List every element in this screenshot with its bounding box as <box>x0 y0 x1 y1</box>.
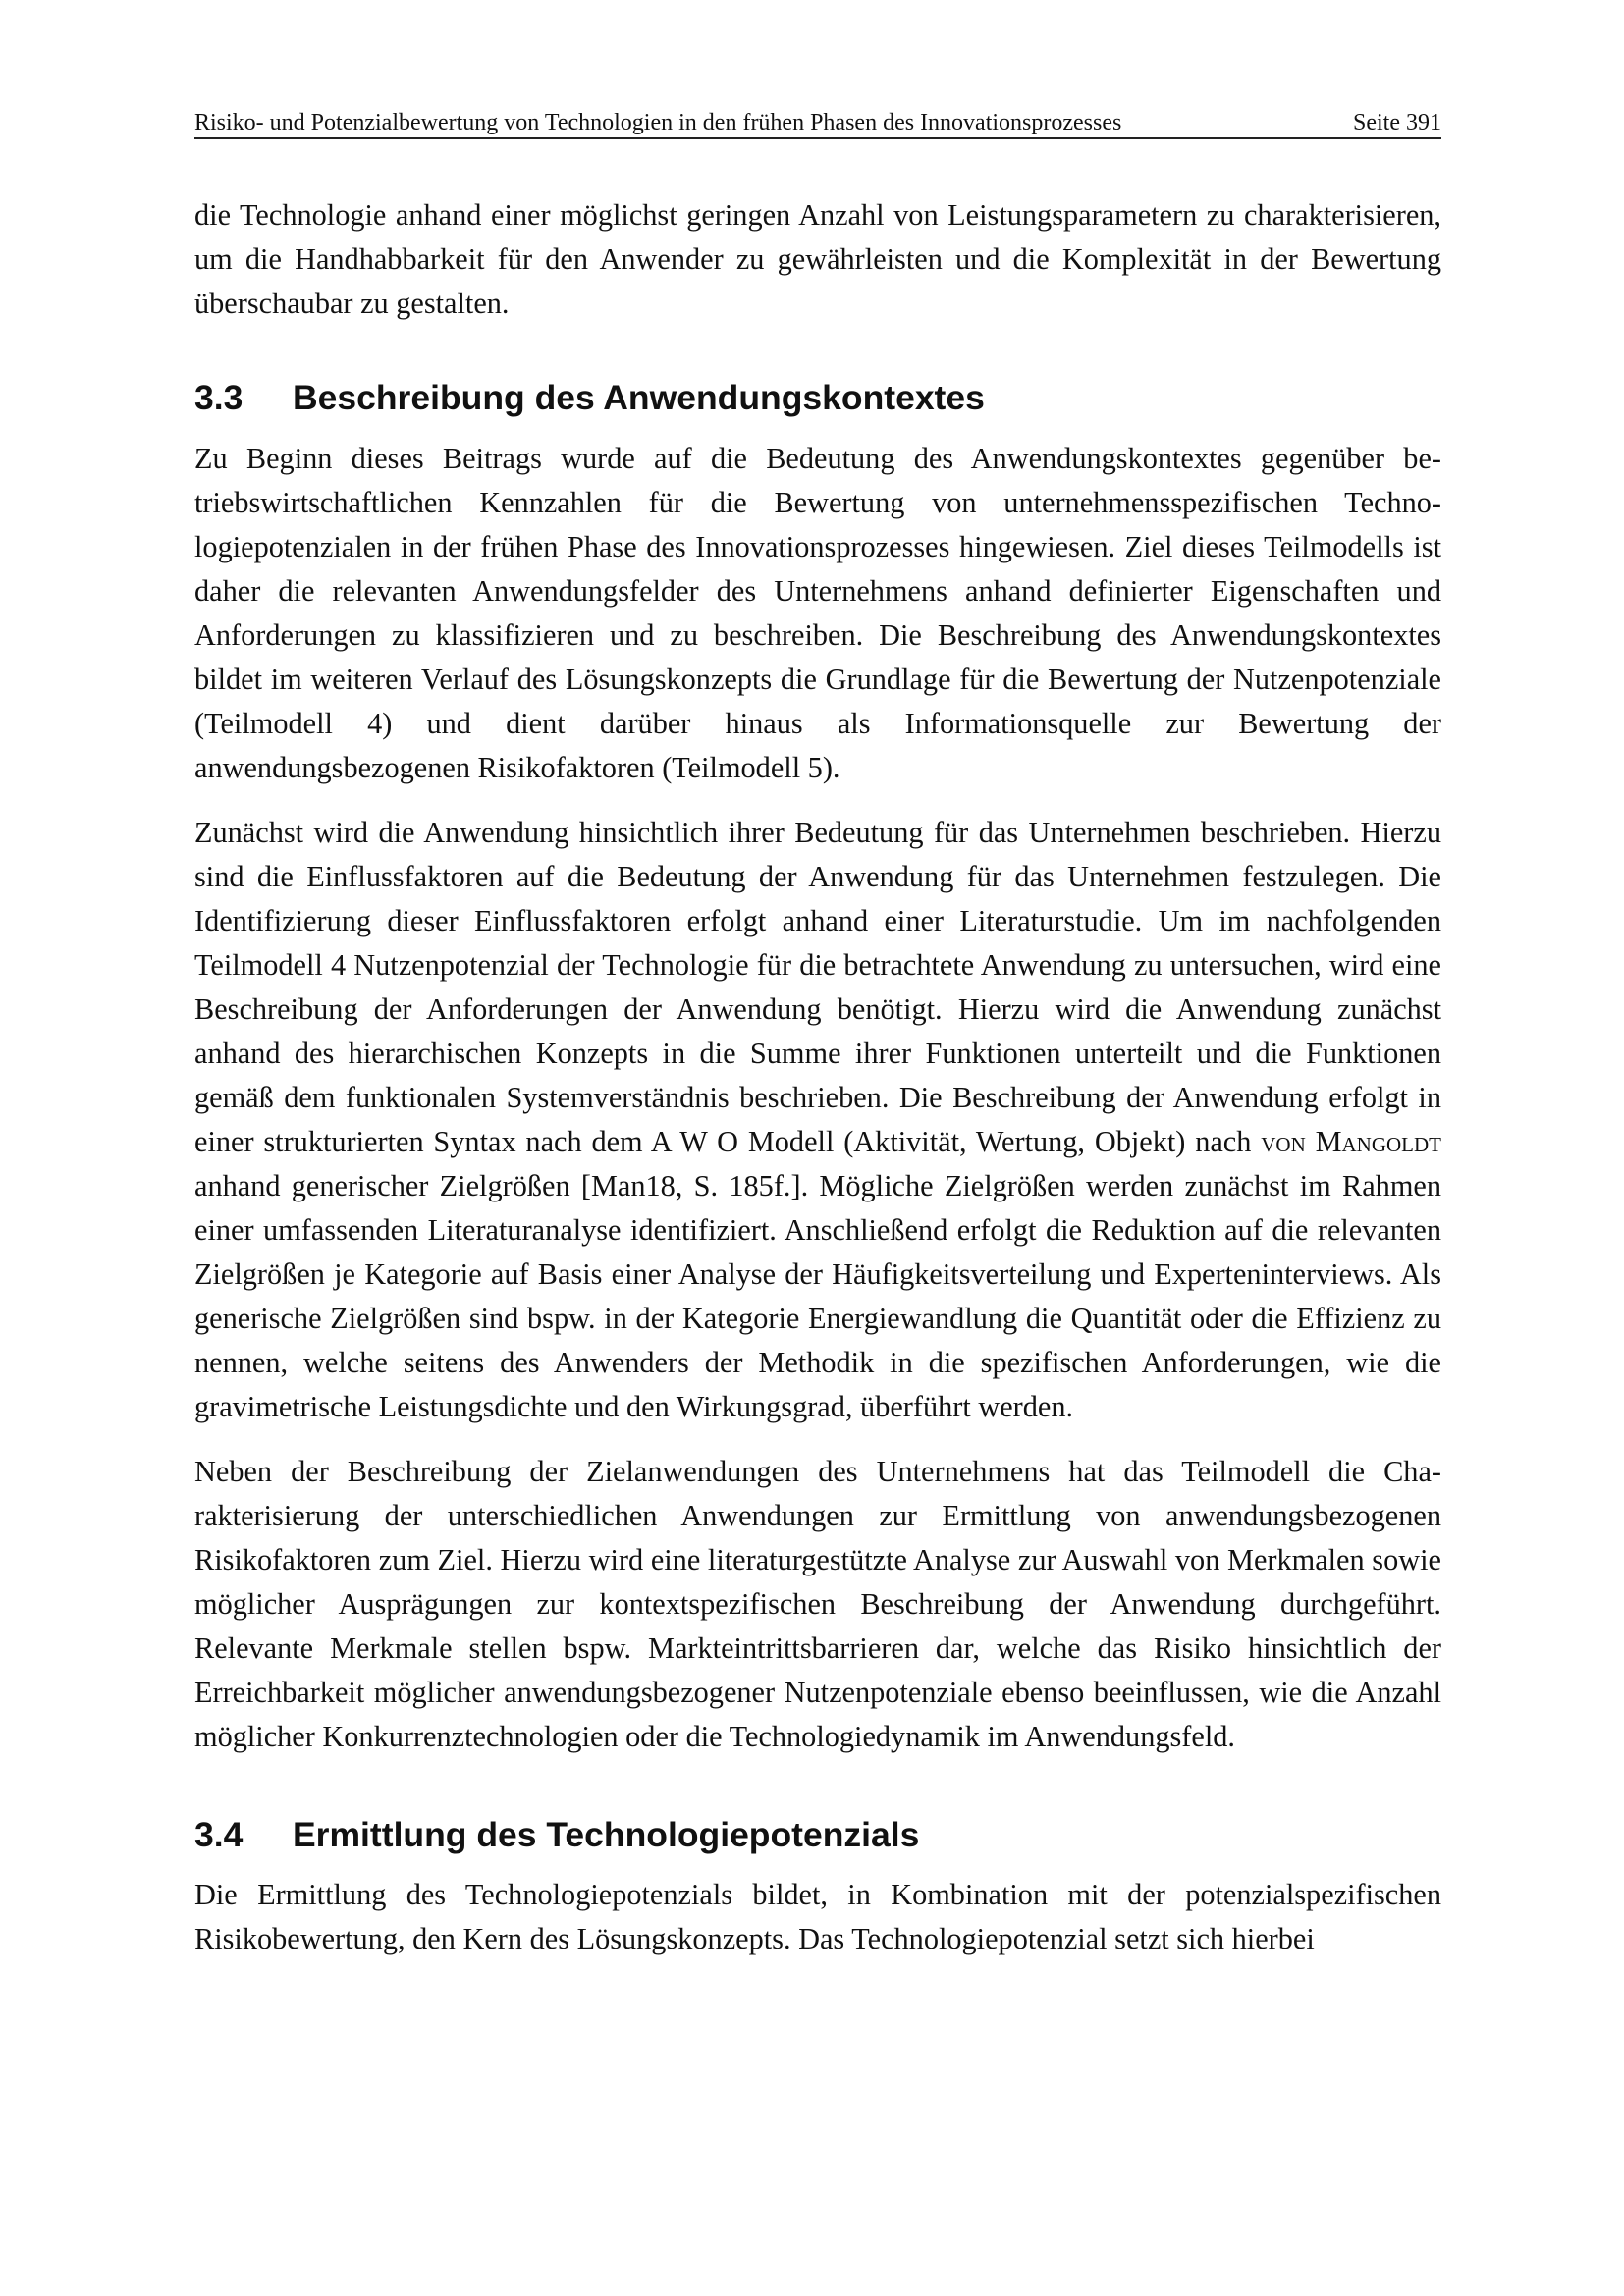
running-header-title: Risiko- und Potenzialbewertung von Technologien in den frühen Phasen des Innovationsprozesses <box>194 110 1122 135</box>
section-title: Beschreibung des Anwendungskontextes <box>293 378 985 417</box>
section-number: 3.4 <box>194 1815 244 1854</box>
paragraph <box>194 811 1441 1429</box>
section-number: 3.3 <box>194 378 244 417</box>
section-heading-3-3 <box>194 376 1441 419</box>
paragraph-text: anhand generischer Zielgrößen [Man18, S. 185f.]. Mögliche Zielgrößen werden zunächst im Rahmen einer umfassenden Literaturanalyse identifiziert. Anschließend erfolgt die Reduktion auf die relevanten Zielgrößen je Kategorie auf Basis einer Analyse der Häufigkeitsverteilung und Experteninterviews. Als generische Zielgrößen sind bspw. in der Kategorie Energiewandlung die Quantität oder die Effizienz zu nennen, welche seitens des Anwenders der Methodik in die spezifischen Anforderungen, wie die gravimetrische Leistungsdichte und den Wirkungsgrad, überführt werden. <box>194 1169 1441 1423</box>
paragraph: Zu Beginn dieses Beitrags wurde auf die Bedeutung des Anwendungskontextes gegenüber betriebswirtschaftlichen Kennzahlen für die Bewertung von unternehmensspezifischen Technologiepotenzialen in der frühen Phase des Innovationsprozesses hingewiesen. Ziel dieses Teilmodells ist daher die relevanten Anwendungsfelder des Unternehmens anhand definierter Eigenschaften und Anforderungen zu klassifizieren und zu beschreiben. Die Beschreibung des Anwendungskontextes bildet im weiteren Verlauf des Lösungskonzepts die Grundlage für die Bewertung der Nutzenpotenziale (Teilmodell 4) und dient darüber hinaus als Informationsquelle zur Bewertung der anwendungsbezogenen Risikofaktoren (Teilmodell 5). <box>194 442 1441 784</box>
paragraph-continued: die Technologie anhand einer möglichst geringen Anzahl von Leistungsparametern zu charakterisieren, um die Handhabbarkeit für den Anwender zu gewährleisten und die Komplexität in der Bewertung überschaubar zu gestalten. <box>194 198 1441 320</box>
running-header <box>194 108 1441 139</box>
paragraph-text: Zunächst wird die Anwendung hinsichtlich ihrer Bedeutung für das Unternehmen beschrieben. Hierzu sind die Einflussfaktoren auf die Bedeutung der Anwendung für das Unternehmen festzulegen. Die Identifizierung dieser Einflussfaktoren erfolgt anhand einer Literaturstudie. Um im nachfolgenden Teilmodell 4 Nutzenpotenzial der Technologie für die betrachtete Anwendung zu untersuchen, wird eine Beschreibung der Anforderungen der Anwendung benötigt. Hierzu wird die Anwendung zunächst anhand des hierarchischen Konzepts in die Summe ihrer Funktionen unterteilt und die Funktionen gemäß dem funktionalen Systemverständnis beschrieben. Die Beschreibung der Anwendung erfolgt in einer strukturierten Syntax nach dem A W O Modell (Aktivität, Wertung, Objekt) nach <box>194 816 1441 1158</box>
author-name: von Mangoldt <box>1261 1125 1442 1158</box>
paragraph: Die Ermittlung des Technologiepotenzials bildet, in Kombination mit der potenzialspezifischen Risikobewertung, den Kern des Lösungskonzepts. Das Technologiepotenzial setzt sich hierbei <box>194 1878 1441 1955</box>
section-heading-3-4 <box>194 1813 1441 1856</box>
paragraph: Neben der Beschreibung der Zielanwendungen des Unternehmens hat das Teilmodell die Charakterisierung der unterschiedlichen Anwendungen zur Ermittlung von anwendungsbezogenen Risikofaktoren zum Ziel. Hierzu wird eine literaturgestützte Analyse zur Auswahl von Merkmalen sowie möglicher Ausprägungen zur kontextspezifischen Beschreibung der Anwendung durchgeführt. Relevante Merkmale stellen bspw. Markteintrittsbarrieren dar, welche das Risiko hinsichtlich der Erreichbarkeit möglicher anwendungsbezogener Nutzenpotenziale ebenso beeinflussen, wie die Anzahl möglicher Konkurrenztechnologien oder die Technologiedynamik im Anwendungsfeld. <box>194 1455 1441 1753</box>
page-content <box>194 193 1441 1961</box>
section-title: Ermittlung des Technologiepotenzials <box>293 1815 920 1854</box>
page-number: Seite 391 <box>1353 110 1441 135</box>
